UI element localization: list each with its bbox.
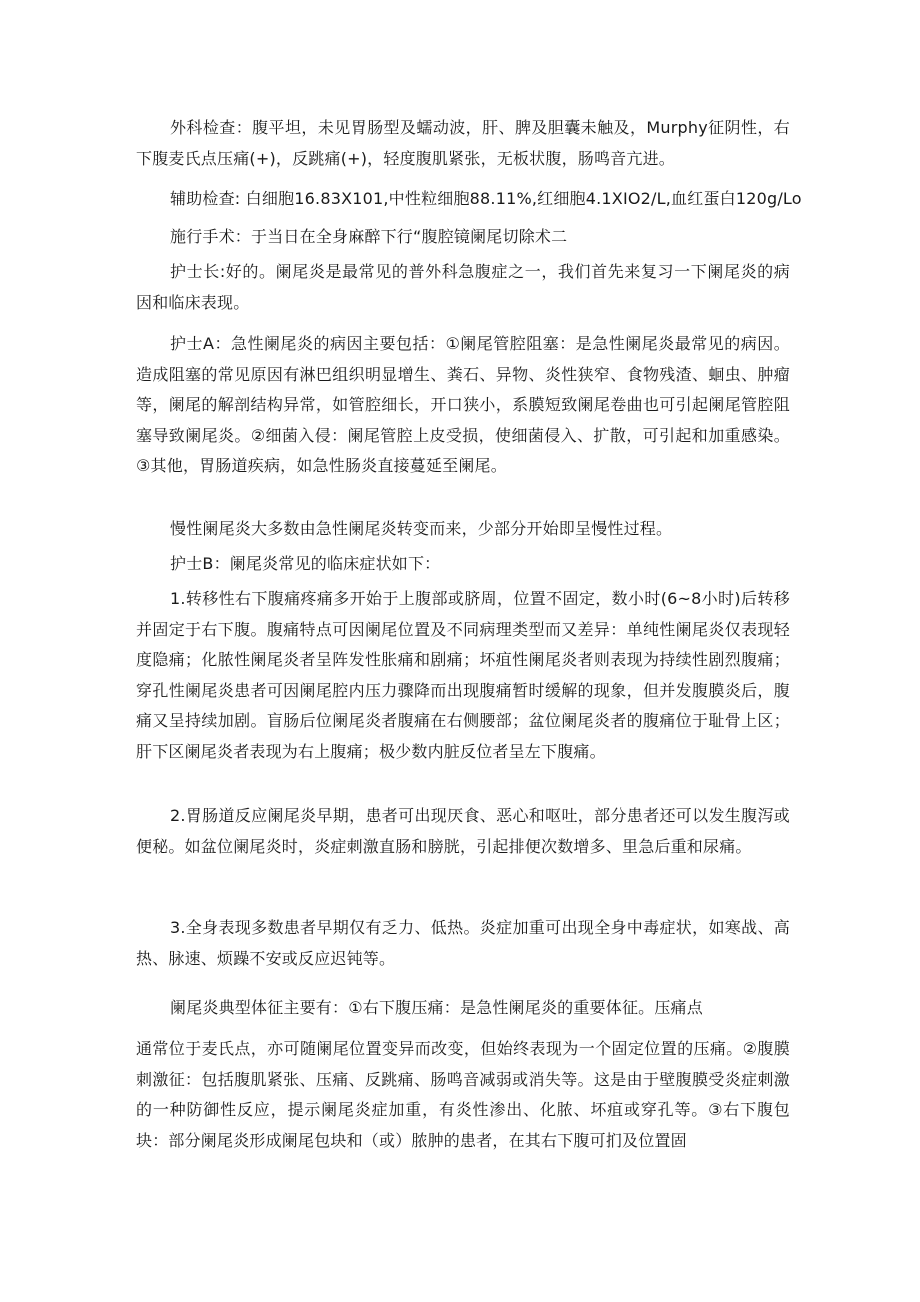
paragraph-nurse-a: 护士A：急性阑尾炎的病因主要包括：①阑尾管腔阻塞：是急性阑尾炎最常见的病因。造成阻塞的常见原因有淋巴组织明显增生、粪石、异物、炎性狭窄、食物残渣、蛔虫、肿瘤等，阑尾的解剖结构异常，如管腔细长，开口狭小，系膜短致阑尾卷曲也可引起阑尾管腔阻塞导致阑尾炎。②细菌入侵：阑尾管腔上皮受损，使细菌侵入、扩散，可引起和加重感染。③其他，胃肠道疾病，如急性肠炎直接蔓延至阑尾。 bbox=[136, 334, 790, 475]
paragraph-symptom-3: 3.全身表现多数患者早期仅有乏力、低热。炎症加重可出现全身中毒症状，如寒战、高热、脉速、烦躁不安或反应迟钝等。 bbox=[136, 918, 790, 968]
paragraph-signs-body: 通常位于麦氏点，亦可随阑尾位置变异而改变，但始终表现为一个固定位置的压痛。②腹膜刺激征：包括腹肌紧张、压痛、反跳痛、肠鸣音减弱或消失等。这是由于壁腹膜受炎症刺激的一种防御性反应，提示阑尾炎症加重，有炎性渗出、化脓、坏疽或穿孔等。③右下腹包块：部分阑尾炎形成阑尾包块和（或）脓肿的患者，在其右下腹可扪及位置固 bbox=[136, 1039, 790, 1150]
paragraph-surgery: 施行手术：于当日在全身麻醉下行“腹腔镜阑尾切除术二 bbox=[170, 227, 568, 246]
paragraph-symptom-1: 1.转移性右下腹痛疼痛多开始于上腹部或脐周，位置不固定，数小时(6~8小时)后转移并固定于右下腹。腹痛特点可因阑尾位置及不同病理类型而又差异：单纯性阑尾炎仅表现轻度隐痛；化脓性阑尾炎者呈阵发性胀痛和剧痛；坏疽性阑尾炎者则表现为持续性剧烈腹痛；穿孔性阑尾炎患者可因阑尾腔内压力骤降而出现腹痛暂时缓解的现象，但并发腹膜炎后，腹痛又呈持续加剧。盲肠后位阑尾炎者腹痛在右侧腰部；盆位阑尾炎者的腹痛位于耻骨上区；肝下区阑尾炎者表现为右上腹痛；极少数内脏反位者呈左下腹痛。 bbox=[136, 589, 790, 761]
paragraph-symptom-2: 2.胃肠道反应阑尾炎早期，患者可出现厌食、恶心和呕吐，部分患者还可以发生腹泻或便秘。如盆位阑尾炎时，炎症刺激直肠和膀胱，引起排便次数增多、里急后重和尿痛。 bbox=[136, 806, 790, 856]
paragraph-chronic: 慢性阑尾炎大多数由急性阑尾炎转变而来，少部分开始即呈慢性过程。 bbox=[170, 519, 673, 538]
paragraph-head-nurse: 护士长:好的。阑尾炎是最常见的普外科急腹症之一，我们首先来复习一下阑尾炎的病因和临床表现。 bbox=[136, 262, 790, 312]
paragraph-surgical-exam: 外科检查：腹平坦，未见胃肠型及蠕动波，肝、脾及胆囊未触及，Murphy征阴性，右下腹麦氏点压痛(+)，反跳痛(+)，轻度腹肌紧张，无板状腹，肠鸣音亢进。 bbox=[136, 118, 790, 168]
paragraph-auxiliary-exam: 辅助检查: 白细胞16.83X101,中性粒细胞88.11%,红细胞4.1XIO2/L,血红蛋白120g/Lo bbox=[170, 189, 802, 208]
paragraph-signs-intro: 阑尾炎典型体征主要有：①右下腹压痛：是急性阑尾炎的重要体征。压痛点 bbox=[170, 998, 703, 1017]
paragraph-nurse-b: 护士B：阑尾炎常见的临床症状如下： bbox=[170, 554, 441, 573]
